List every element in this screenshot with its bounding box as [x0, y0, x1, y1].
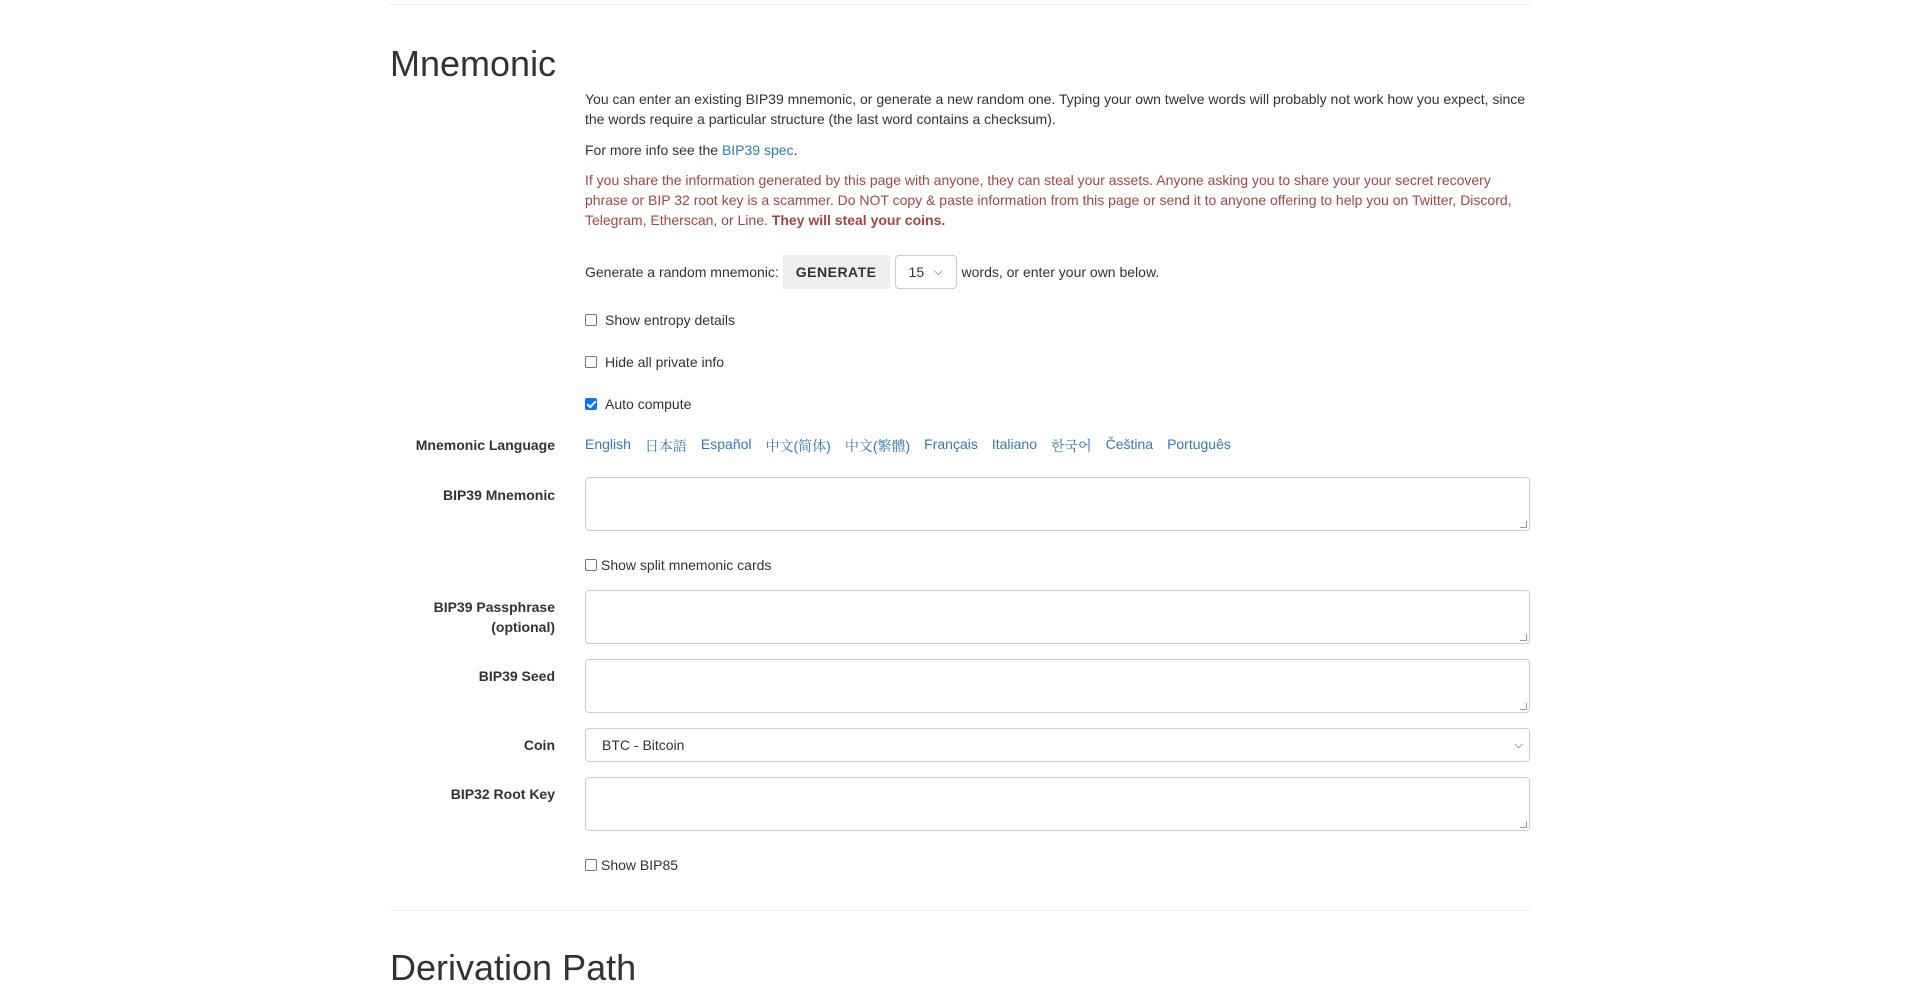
chevron-down-icon: ⌵: [934, 265, 943, 278]
bip39-mnemonic-input[interactable]: [585, 477, 1530, 531]
bip39-seed-label: BIP39 Seed: [478, 668, 555, 684]
warning-strong: They will steal your coins.: [771, 212, 946, 228]
word-count-select[interactable]: [895, 255, 957, 289]
section-title-derivation-path: Derivation Path: [390, 947, 637, 988]
generate-row: [585, 255, 1159, 289]
intro-text: You can enter an existing BIP39 mnemonic, or generate a new random one. Typing your own twelve words will probably not work how you expect, since the words require a particular structure (the last word contains a checksum).: [585, 91, 1526, 127]
mnemonic-language-label: Mnemonic Language: [415, 437, 555, 453]
bip39-seed-input[interactable]: [585, 659, 1530, 713]
hide-private-checkbox[interactable]: [585, 356, 597, 368]
show-split-checkbox[interactable]: [585, 559, 597, 571]
language-portuguese[interactable]: Português: [1167, 436, 1231, 452]
auto-compute-checkbox[interactable]: [585, 398, 597, 410]
more-info-text: [585, 140, 1530, 160]
language-list: [585, 436, 1231, 456]
language-chinese-simplified[interactable]: 中文(简体): [765, 438, 831, 454]
show-entropy-checkbox[interactable]: [585, 314, 597, 326]
section-title-mnemonic: Mnemonic: [390, 43, 557, 84]
generate-button[interactable]: GENERATE: [783, 255, 890, 289]
bip32-root-key-label: BIP32 Root Key: [450, 786, 555, 802]
language-italian[interactable]: Italiano: [991, 436, 1038, 452]
bip39-spec-link[interactable]: BIP39 spec: [721, 142, 794, 158]
auto-compute-option[interactable]: [585, 396, 691, 412]
show-bip85-checkbox[interactable]: [585, 859, 597, 871]
passphrase-label-line1: BIP39 Passphrase: [433, 599, 555, 615]
generate-label: Generate a random mnemonic:: [585, 264, 779, 280]
language-english[interactable]: English: [585, 436, 631, 452]
more-info-suffix: .: [793, 142, 798, 158]
language-chinese-traditional[interactable]: 中文(繁體): [844, 438, 911, 454]
passphrase-label-line2: (optional): [491, 619, 555, 635]
bip39-mnemonic-label: BIP39 Mnemonic: [442, 487, 555, 503]
coin-select[interactable]: [585, 728, 1530, 762]
show-bip85-option[interactable]: [585, 857, 678, 873]
show-entropy-label: Show entropy details: [605, 312, 735, 328]
scam-warning: [585, 170, 1530, 230]
coin-label: Coin: [523, 737, 555, 753]
language-japanese[interactable]: 日本語: [644, 438, 687, 454]
word-count-value: 15: [908, 264, 925, 280]
generate-suffix: words, or enter your own below.: [961, 264, 1160, 280]
more-info-prefix: For more info see the: [585, 142, 722, 158]
language-korean[interactable]: 한국어: [1051, 438, 1092, 454]
show-split-option[interactable]: [585, 557, 771, 573]
bottom-divider: [390, 910, 1531, 911]
coin-select-value: BTC - Bitcoin: [602, 737, 685, 753]
language-czech[interactable]: Čeština: [1105, 436, 1154, 452]
bip39-passphrase-label: [380, 597, 555, 637]
warning-text: If you share the information generated by this page with anyone, they can steal your assets. Anyone asking you to share your your secret recovery phrase or BIP 32 root key is a scammer. Do NOT copy & paste information from this page or send it to anyone offering to help you on Twitter, Discord, Telegram, Etherscan, or Line.: [585, 172, 1512, 228]
language-spanish[interactable]: Español: [700, 436, 752, 452]
show-bip85-label: Show BIP85: [601, 857, 679, 873]
show-split-label: Show split mnemonic cards: [601, 557, 772, 573]
hide-private-option[interactable]: [585, 354, 724, 370]
top-divider: [390, 4, 1531, 5]
show-entropy-option[interactable]: [585, 312, 735, 328]
chevron-down-icon: ⌵: [1514, 738, 1523, 751]
language-french[interactable]: Français: [924, 436, 978, 452]
hide-private-label: Hide all private info: [605, 354, 725, 370]
bip39-passphrase-input[interactable]: [585, 590, 1530, 644]
auto-compute-label: Auto compute: [605, 396, 692, 412]
bip32-root-key-input[interactable]: [585, 777, 1530, 831]
